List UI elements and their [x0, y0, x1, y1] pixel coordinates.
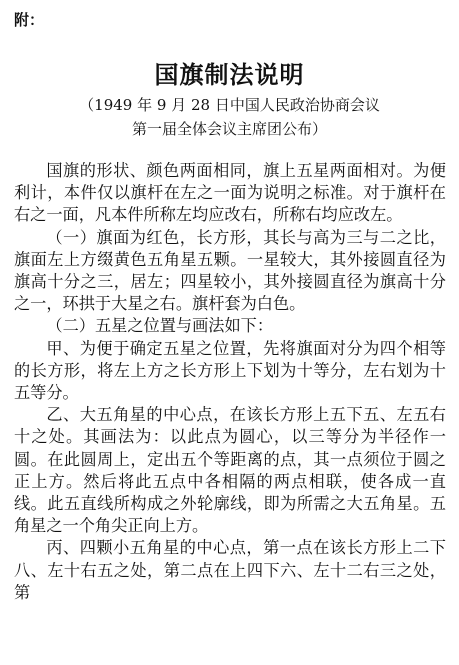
paragraph-intro: 国旗的形状、颜色两面相同，旗上五星两面相对。为便利计，本件仅以旗杆在左之一面为说明之标准。对于旗杆在右之一面，凡本件所称左均应改右，所称右均应改左。 — [14, 161, 446, 225]
paragraph-item-jia: 甲、为便于确定五星之位置，先将旗面对分为四个相等的长方形，将左上方之长方形上下划为十等分，左右划为十五等分。 — [14, 338, 446, 403]
document-subtitle-line-1: （1949 年 9 月 28 日中国人民政治协商会议 — [79, 96, 380, 114]
paragraph-section-2-heading: （二）五星之位置与画法如下： — [46, 316, 274, 336]
document-title: 国旗制法说明 — [154, 61, 305, 89]
paragraph-item-bing: 丙、四颗小五角星的中心点，第一点在该长方形上二下八、左十右五之处，第二点在上四下六、左十二右三之处，第 — [14, 538, 446, 602]
paragraph-item-yi: 乙、大五角星的中心点，在该长方形上五下五、左五右十之处。其画法为：以此点为圆心，以三等分为半径作一圆。在此圆周上，定出五个等距离的点，其一点须位于圆之正上方。然后将此五点中各相隔的两点相联，使各成一直线。此五直线所构成之外轮廓线，即为所需之大五角星。五角星之一个角尖正向上方。 — [14, 405, 446, 536]
document-subtitle-line-2: 第一届全体会议主席团公布） — [131, 120, 327, 138]
document-body — [14, 160, 446, 604]
appendix-label: 附： — [14, 11, 45, 29]
paragraph-section-1: （一）旗面为红色，长方形，其长与高为三与二之比，旗面左上方缀黄色五角星五颗。一星较大，其外接圆直径为旗高十分之三，居左；四星较小，其外接圆直径为旗高十分之一，环拱于大星之右。旗杆套为白色。 — [14, 227, 446, 314]
